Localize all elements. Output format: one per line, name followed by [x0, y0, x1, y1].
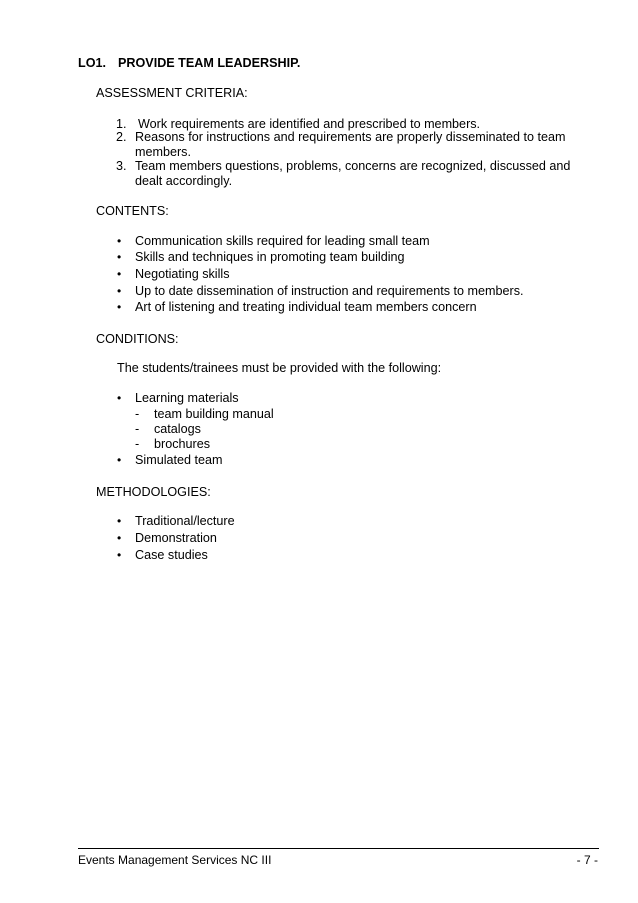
bullet-icon: • — [117, 453, 122, 467]
contents-heading: CONTENTS: — [96, 204, 169, 218]
bullet-icon: • — [117, 250, 122, 264]
subitem-text: brochures — [154, 437, 211, 451]
conditions-intro: The students/trainees must be provided with the following: — [117, 361, 442, 375]
contents-item-text: Communication skills required for leading small team — [135, 234, 430, 248]
methodologies-heading: METHODOLOGIES: — [96, 485, 211, 499]
title-text: PROVIDE TEAM LEADERSHIP. — [118, 56, 301, 70]
footer-divider — [78, 848, 599, 849]
item-number: 2. — [116, 130, 127, 144]
bullet-icon: • — [117, 284, 122, 298]
subitem-text: team building manual — [154, 407, 274, 421]
methodologies-item-text: Demonstration — [135, 531, 217, 545]
bullet-icon: • — [117, 267, 122, 281]
item-line: Work requirements are identified and prescribed to members. — [138, 117, 481, 131]
item-line: members. — [135, 145, 191, 159]
methodologies-item-text: Traditional/lecture — [135, 514, 235, 528]
contents-item-text: Art of listening and treating individual team members concern — [135, 300, 477, 314]
bullet-icon: • — [117, 391, 122, 405]
bullet-icon: • — [117, 300, 122, 314]
bullet-icon: • — [117, 548, 122, 562]
contents-item-text: Negotiating skills — [135, 267, 230, 281]
page-title — [78, 56, 300, 70]
bullet-icon: • — [117, 531, 122, 545]
item-line: Team members questions, problems, concerns are recognized, discussed and — [135, 159, 571, 173]
subitem-text: catalogs — [154, 422, 201, 436]
dash-icon: - — [135, 437, 140, 451]
methodologies-item-text: Case studies — [135, 548, 208, 562]
bullet-icon: • — [117, 514, 122, 528]
conditions-item-text: Learning materials — [135, 391, 239, 405]
item-line: Reasons for instructions and requirements are properly disseminated to team — [135, 130, 566, 144]
page-number: - 7 - — [576, 853, 598, 867]
contents-item-text: Skills and techniques in promoting team building — [135, 250, 405, 264]
dash-icon: - — [135, 422, 140, 436]
item-number: 1. — [116, 117, 127, 131]
contents-item-text: Up to date dissemination of instruction and requirements to members. — [135, 284, 524, 298]
title-number: LO1. — [78, 56, 106, 70]
footer-title: Events Management Services NC III — [78, 853, 272, 867]
item-number: 3. — [116, 159, 127, 173]
bullet-icon: • — [117, 234, 122, 248]
conditions-heading: CONDITIONS: — [96, 332, 179, 346]
assessment-heading: ASSESSMENT CRITERIA: — [96, 86, 248, 100]
conditions-item-text: Simulated team — [135, 453, 223, 467]
dash-icon: - — [135, 407, 140, 421]
item-line: dealt accordingly. — [135, 174, 233, 188]
